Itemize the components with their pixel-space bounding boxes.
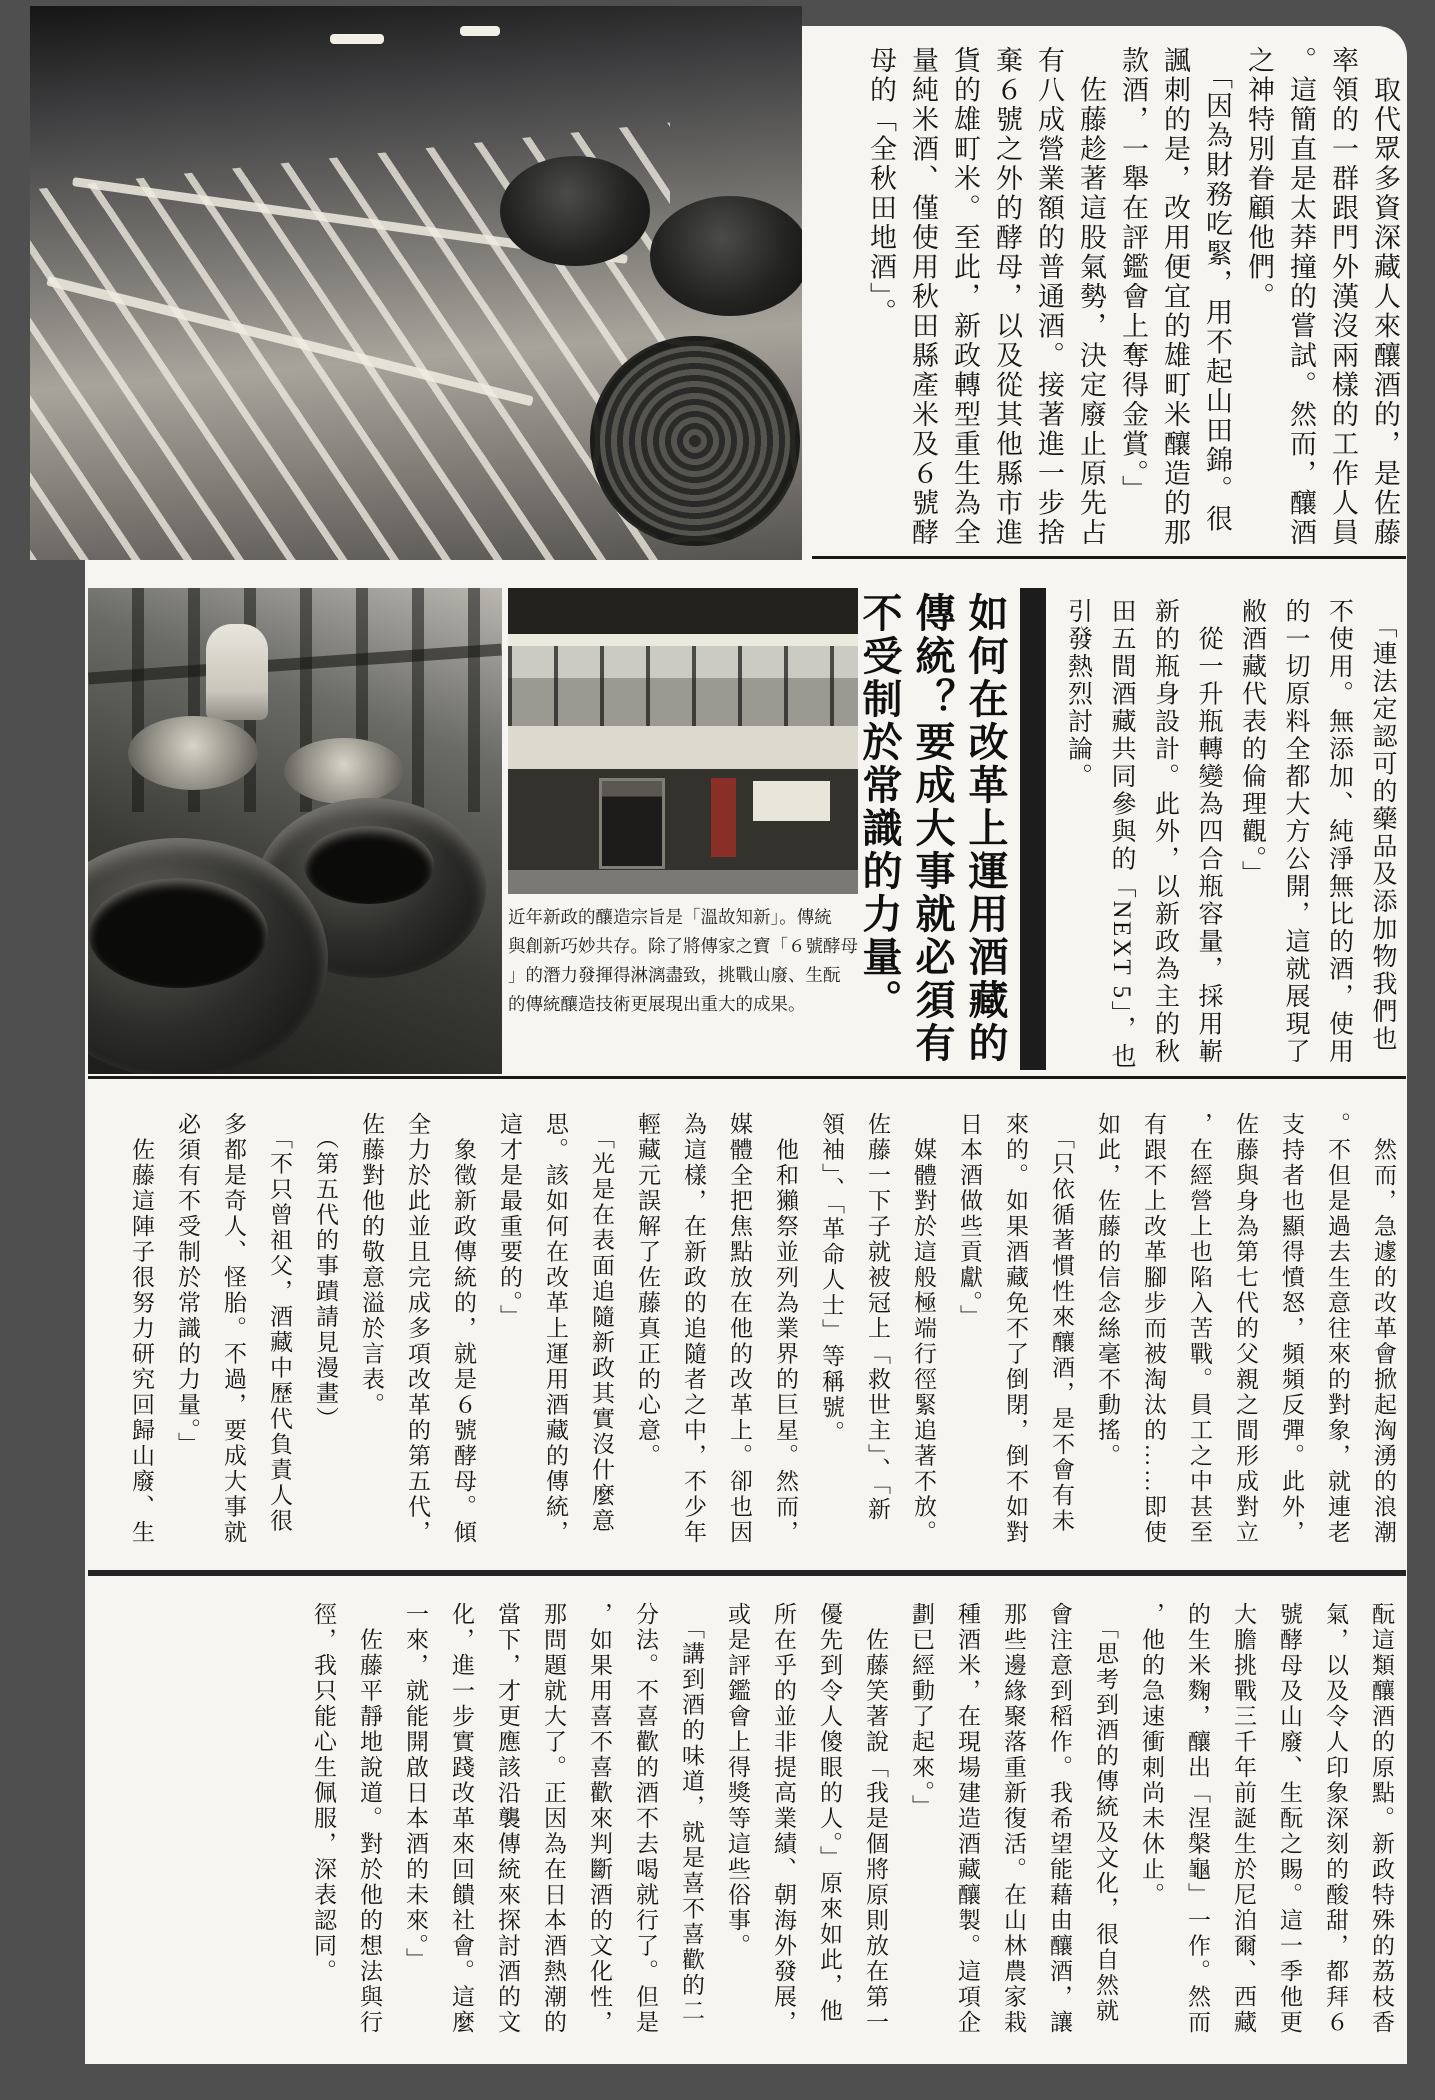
text-column: 必須有不受制於常識的力量。」 xyxy=(175,1112,200,1458)
text-column: 。不但是過去生意往來的對象，就連老 xyxy=(1325,1112,1350,1546)
caption-line: 與創新巧妙共存。除了將傳家之寶「６號酵母 xyxy=(508,937,858,957)
text-column: 徑，我只能心生佩服，深表認同。 xyxy=(311,1602,336,1985)
article-intro-text xyxy=(860,46,1406,558)
sign-shape xyxy=(753,781,830,821)
text-column: 他和獺祭並列為業界的巨星。然而， xyxy=(773,1112,798,1546)
brewery-storefront-photo xyxy=(508,588,858,894)
text-column: 號酵母及山廢、生酛之賜。這一季他更 xyxy=(1277,1602,1302,2036)
headline-column: 如何在改革上運用酒藏的 xyxy=(962,592,1008,1065)
text-column: ，如果用喜不喜歡來判斷酒的文化性， xyxy=(587,1602,612,2036)
text-column: ，他的急速衝刺尚未休止。 xyxy=(1139,1602,1164,1908)
text-column: 當下，才更應該沿襲傳統來探討酒的文 xyxy=(495,1602,520,2036)
text-column: 新的瓶身設計。此外，以新政為主的秋 xyxy=(1151,598,1179,1066)
photo-caption xyxy=(508,904,864,1020)
sake-jars-photo xyxy=(88,588,502,1074)
article-ethics-text xyxy=(1056,598,1404,1076)
text-column: 所在乎的並非提高業績、朝海外發展， xyxy=(771,1602,796,2036)
headline-column: 傳統？要成大事就必須有 xyxy=(909,592,955,1065)
worker-figure-shape xyxy=(206,624,268,720)
text-column: 貨的雄町米。至此，新政轉型重生為全 xyxy=(950,46,980,548)
text-column: （第五代的事蹟請見漫畫） xyxy=(313,1112,338,1432)
text-column: 大膽挑戰三千年前誕生於尼泊爾、西藏 xyxy=(1231,1602,1256,2036)
text-column: 或是評鑑會上得獎等這些俗事。 xyxy=(725,1602,750,1959)
text-column: 取代眾多資深藏人來釀酒的，是佐藤 xyxy=(1370,46,1400,548)
window-band-shape xyxy=(508,646,858,726)
text-column: 款酒，一舉在評鑑會上奪得金賞。」 xyxy=(1118,46,1148,505)
text-column: 酛這類釀酒的原點。新政特殊的荔枝香 xyxy=(1369,1602,1394,2036)
eave-shape xyxy=(508,634,858,646)
text-column: 思。該如何在改革上運用酒藏的傳統， xyxy=(543,1112,568,1546)
text-column: 全力於此並且完成多項改革的第五代， xyxy=(405,1112,430,1546)
text-column: 有跟不上改革腳步而被淘汰的……即使 xyxy=(1141,1112,1166,1546)
text-column: 佐藤趁著這股氣勢，決定廢止原先占 xyxy=(1076,46,1106,548)
text-column: 佐藤笑著說「我是個將原則放在第一 xyxy=(863,1602,888,2036)
text-column: 不使用。無添加、純淨無比的酒，使用 xyxy=(1325,598,1353,1066)
ceiling-lamp-shape xyxy=(460,26,500,36)
text-column: 如此，佐藤的信念絲毫不動搖。 xyxy=(1095,1112,1120,1469)
text-column: 「只依循著慣性來釀酒，是不會有未 xyxy=(1049,1112,1074,1534)
text-column: 那問題就大了。正因為在日本酒熱潮的 xyxy=(541,1602,566,2036)
text-column: 「光是在表面追隨新政其實沒什麼意 xyxy=(589,1112,614,1534)
text-column: 多都是奇人、怪胎。不過，要成大事就 xyxy=(221,1112,246,1546)
text-column: 母的「全秋田地酒」。 xyxy=(866,46,896,328)
text-column: 來的。如果酒藏免不了倒閉，倒不如對 xyxy=(1003,1112,1028,1546)
article-reform-text xyxy=(118,1112,1406,1548)
caption-line: 的傳統釀造技術更展現出重大的成果。 xyxy=(508,995,806,1015)
jar-mouth-shape xyxy=(304,826,434,904)
text-column: 率領的一群跟門外漢沒兩樣的工作人員 xyxy=(1328,46,1358,548)
text-column: 這才是最重要的。」 xyxy=(497,1112,522,1330)
text-column: 量純米酒、僅使用秋田縣產米及６號酵 xyxy=(908,46,938,548)
text-column: 從一升瓶轉變為四合瓶容量，採用嶄 xyxy=(1195,598,1222,1066)
text-column: 象徵新政傳統的，就是６號酵母。傾 xyxy=(451,1112,476,1546)
text-column: 然而，急遽的改革會掀起洶湧的浪潮 xyxy=(1371,1112,1396,1546)
wall-shape xyxy=(508,726,858,769)
text-column: 「因為財務吃緊，用不起山田錦。很 xyxy=(1202,46,1232,534)
text-column: 輕藏元誤解了佐藤真正的心意。 xyxy=(635,1112,660,1469)
text-column: 支持者也顯得憤怒，頻頻反彈。此外， xyxy=(1279,1112,1304,1546)
text-column: ，在經營上也陷入苦戰。員工之中甚至 xyxy=(1187,1112,1212,1546)
jar-mouth-shape xyxy=(88,878,268,988)
tank-shape xyxy=(500,156,650,266)
text-column: 有八成營業額的普通酒。接著進一步捨 xyxy=(1034,46,1064,548)
text-column: 田五間酒藏共同參與的「NEXT 5」，也 xyxy=(1108,598,1135,1071)
caption-line: 」的潛力發揮得淋漓盡致，挑戰山廢、生酛 xyxy=(508,966,841,986)
text-column: 氣，以及令人印象深刻的酸甜，都拜６ xyxy=(1323,1602,1348,2036)
text-column: 敝酒藏代表的倫理觀。」 xyxy=(1238,598,1266,888)
caption-line: 近年新政的釀造宗旨是「溫故知新」。傳統 xyxy=(508,908,832,928)
text-column: 「不只曾祖父，酒藏中歷代負責人很 xyxy=(267,1112,292,1534)
text-column: 媒體全把焦點放在他的改革上。卻也因 xyxy=(727,1112,752,1546)
text-column: 日本酒做些貢獻。」 xyxy=(957,1112,982,1330)
ground-shape xyxy=(508,870,858,894)
headline-column: 不受制於常識的力量。 xyxy=(856,592,902,1022)
text-column: 為這樣，在新政的追隨者之中，不少年 xyxy=(681,1112,706,1546)
text-column: 分法。不喜歡的酒不去喝就行了。但是 xyxy=(633,1602,658,2036)
text-column: 佐藤平靜地說道。對於他的想法與行 xyxy=(357,1602,382,2036)
text-column: 佐藤一下子就被冠上「救世主」、「新 xyxy=(865,1112,890,1523)
text-column: 媒體對於這般極端行徑緊追著不放。 xyxy=(911,1112,936,1546)
text-column: 優先到令人傻眼的人。」原來如此，他 xyxy=(817,1602,842,2024)
roof-shape xyxy=(508,588,858,634)
text-column: 種酒米，在現場建造酒藏釀製。這項企 xyxy=(955,1602,980,2036)
text-column: 「連法定認可的藥品及添加物我們也 xyxy=(1369,598,1396,1053)
tank-shape xyxy=(650,196,802,316)
brewery-interior-photo xyxy=(30,6,802,560)
hose-coil-shape xyxy=(590,336,800,546)
jar-lid-shape xyxy=(128,716,258,790)
door-shape xyxy=(599,778,665,870)
text-column: 會注意到稻作。我希望能藉由釀酒，讓 xyxy=(1047,1602,1072,2036)
text-column: 引發熱烈討論。 xyxy=(1064,598,1092,791)
section-divider-rule xyxy=(88,1570,1406,1576)
text-column: 的一切原料全都大方公開，這就展現了 xyxy=(1282,598,1309,1066)
text-column: 之神特別眷顧他們。 xyxy=(1244,46,1274,312)
text-column: 領袖」、「革命人士」等稱號。 xyxy=(819,1112,844,1446)
text-column: 的生米麴，釀出「涅槃龜」一作。然而 xyxy=(1185,1602,1210,2036)
text-column: 。這簡直是太莽撞的嘗試。然而，釀酒 xyxy=(1286,46,1316,548)
text-column: 劃已經動了起來。」 xyxy=(909,1602,934,1820)
text-column: 佐藤這陣子很努力研究回歸山廢、生 xyxy=(129,1112,154,1546)
text-column: 諷刺的是，改用便宜的雄町米釀造的那 xyxy=(1160,46,1190,548)
text-column: 佐藤對他的敬意溢於言表。 xyxy=(359,1112,384,1418)
sign-shape xyxy=(711,778,736,858)
headline-accent-bar xyxy=(1020,588,1046,1070)
text-column: 「講到酒的味道，就是喜不喜歡的二 xyxy=(679,1602,704,2024)
pull-quote-headline xyxy=(852,592,1011,1070)
ceiling-lamp-shape xyxy=(330,34,384,44)
section-divider-rule xyxy=(88,1076,1406,1079)
text-column: 「思考到酒的傳統及文化，很自然就 xyxy=(1093,1602,1118,2024)
text-column: 佐藤與身為第七代的父親之間形成對立 xyxy=(1233,1112,1258,1546)
jar-lid-shape xyxy=(284,738,404,804)
text-column: 化，進一步實踐改革來回饋社會。這麼 xyxy=(449,1602,474,2036)
text-column: 那些邊緣聚落重新復活。在山林農家栽 xyxy=(1001,1602,1026,2036)
text-column: 一來，就能開啟日本酒的未來。」 xyxy=(403,1602,428,1973)
text-column: 棄６號之外的酵母，以及從其他縣市進 xyxy=(992,46,1022,548)
article-future-text xyxy=(300,1602,1404,2040)
